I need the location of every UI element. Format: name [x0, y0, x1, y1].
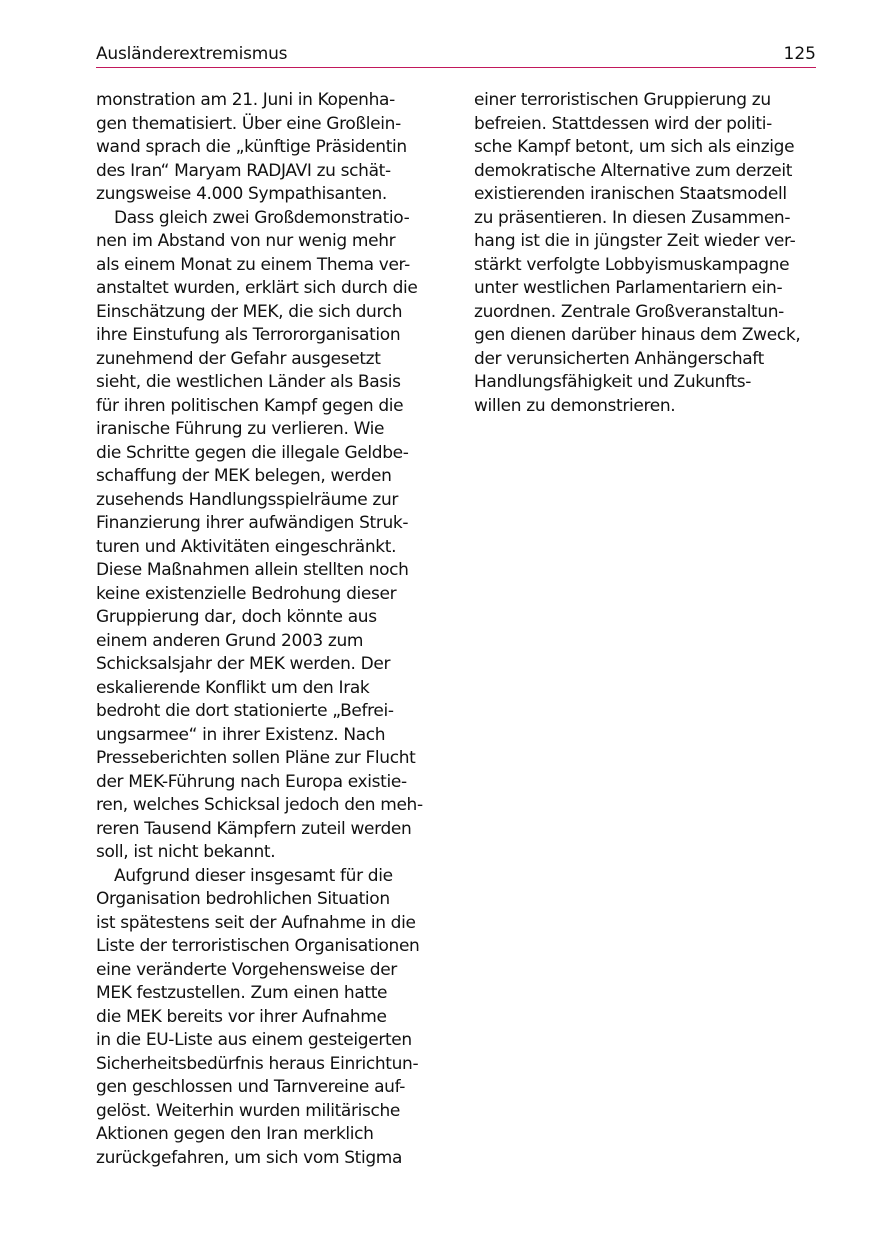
text-line: Aktionen gegen den Iran merklich: [96, 1124, 374, 1144]
text-line: Presseberichten sollen Pläne zur Flucht: [96, 748, 416, 768]
text-line: als einem Monat zu einem Thema ver-: [96, 254, 410, 275]
text-line: bedroht die dort stationierte „Befrei-: [96, 701, 394, 721]
text-line: turen und Aktivitäten eingeschränkt.: [96, 536, 397, 557]
text-line: zusehends Handlungsspielräume zur: [96, 489, 399, 510]
text-line: Gruppierung dar, doch könnte aus: [96, 607, 377, 627]
text-line: der verunsicherten Anhängerschaft: [474, 348, 764, 369]
text-line: Organisation bedrohlichen Situation: [96, 889, 390, 909]
text-line: Liste der terroristischen Organisationen: [96, 936, 420, 956]
paragraph-start-line: Aufgrund dieser insgesamt für die: [114, 865, 393, 886]
text-line: der MEK-Führung nach Europa existie-: [96, 771, 407, 792]
text-line: befreien. Stattdessen wird der politi-: [474, 113, 772, 134]
text-line: gen geschlossen und Tarnvereine auf-: [96, 1077, 406, 1097]
text-line: einer terroristischen Gruppierung zu: [474, 90, 771, 110]
text-line: ungsarmee“ in ihrer Existenz. Nach: [96, 724, 386, 745]
text-line: gen thematisiert. Über eine Großlein-: [96, 113, 401, 134]
text-line: zungsweise 4.000 Sympathisanten.: [96, 184, 387, 204]
text-line: keine existenzielle Bedrohung dieser: [96, 583, 397, 604]
left-column: [96, 89, 441, 1170]
text-line: existierenden iranischen Staatsmodell: [474, 184, 787, 204]
text-line: zunehmend der Gefahr ausgesetzt: [96, 348, 381, 369]
text-line: eskalierende Konflikt um den Irak: [96, 677, 370, 698]
text-line: reren Tausend Kämpfern zuteil werden: [96, 818, 412, 839]
text-line: Sicherheitsbedürfnis heraus Einrichtun-: [96, 1053, 419, 1074]
text-line: Schicksalsjahr der MEK werden. Der: [96, 654, 391, 674]
text-line: Handlungsfähigkeit und Zukunfts-: [474, 372, 752, 392]
text-line: sieht, die westlichen Länder als Basis: [96, 372, 401, 392]
running-header: [96, 43, 816, 68]
text-line: schaffung der MEK belegen, werden: [96, 466, 392, 486]
text-line: die Schritte gegen die illegale Geldbe-: [96, 442, 409, 463]
text-line: Einschätzung der MEK, die sich durch: [96, 301, 403, 322]
text-line: zurückgefahren, um sich vom Stigma: [96, 1147, 403, 1168]
text-line: einem anderen Grund 2003 zum: [96, 630, 364, 651]
text-line: demokratische Alternative zum derzeit: [474, 160, 793, 181]
text-line: eine veränderte Vorgehensweise der: [96, 959, 397, 980]
text-line: hang ist die in jüngster Zeit wieder ver-: [474, 231, 796, 251]
text-line: anstaltet wurden, erklärt sich durch die: [96, 278, 418, 298]
text-line: in die EU-Liste aus einem gesteigerten: [96, 1030, 412, 1050]
text-line: gelöst. Weiterhin wurden militärische: [96, 1100, 400, 1121]
text-line: sche Kampf betont, um sich als einzige: [474, 137, 795, 157]
text-line: ren, welches Schicksal jedoch den meh-: [96, 795, 423, 815]
text-line: zu präsentieren. In diesen Zusammen-: [474, 207, 791, 228]
right-column: [474, 89, 819, 418]
text-line: ist spätestens seit der Aufnahme in die: [96, 912, 416, 933]
text-line: nen im Abstand von nur wenig mehr: [96, 231, 396, 251]
text-line: stärkt verfolgte Lobbyismuskampagne: [474, 254, 790, 275]
text-line: ihre Einstufung als Terrororganisation: [96, 325, 401, 345]
text-line: für ihren politischen Kampf gegen die: [96, 395, 404, 416]
text-line: des Iran“ Maryam RADJAVI zu schät-: [96, 160, 391, 181]
text-line: zuordnen. Zentrale Großveranstaltun-: [474, 301, 784, 322]
text-line: Diese Maßnahmen allein stellten noch: [96, 560, 409, 580]
text-line: iranische Führung zu verlieren. Wie: [96, 419, 385, 439]
text-line: gen dienen darüber hinaus dem Zweck,: [474, 325, 801, 345]
text-line: wand sprach die „künftige Präsidentin: [96, 137, 407, 157]
text-line: willen zu demonstrieren.: [474, 395, 676, 416]
text-line: unter westlichen Parlamentariern ein-: [474, 278, 783, 298]
paragraph-start-line: Dass gleich zwei Großdemonstratio-: [114, 207, 410, 228]
text-line: soll, ist nicht bekannt.: [96, 842, 276, 862]
page-number: 125: [783, 44, 816, 64]
running-head-title: Ausländerextremismus: [96, 44, 288, 64]
text-line: die MEK bereits vor ihrer Aufnahme: [96, 1006, 387, 1027]
text-line: monstration am 21. Juni in Kopenha-: [96, 90, 395, 110]
text-line: MEK festzustellen. Zum einen hatte: [96, 983, 388, 1003]
text-line: Finanzierung ihrer aufwändigen Struk-: [96, 513, 409, 533]
